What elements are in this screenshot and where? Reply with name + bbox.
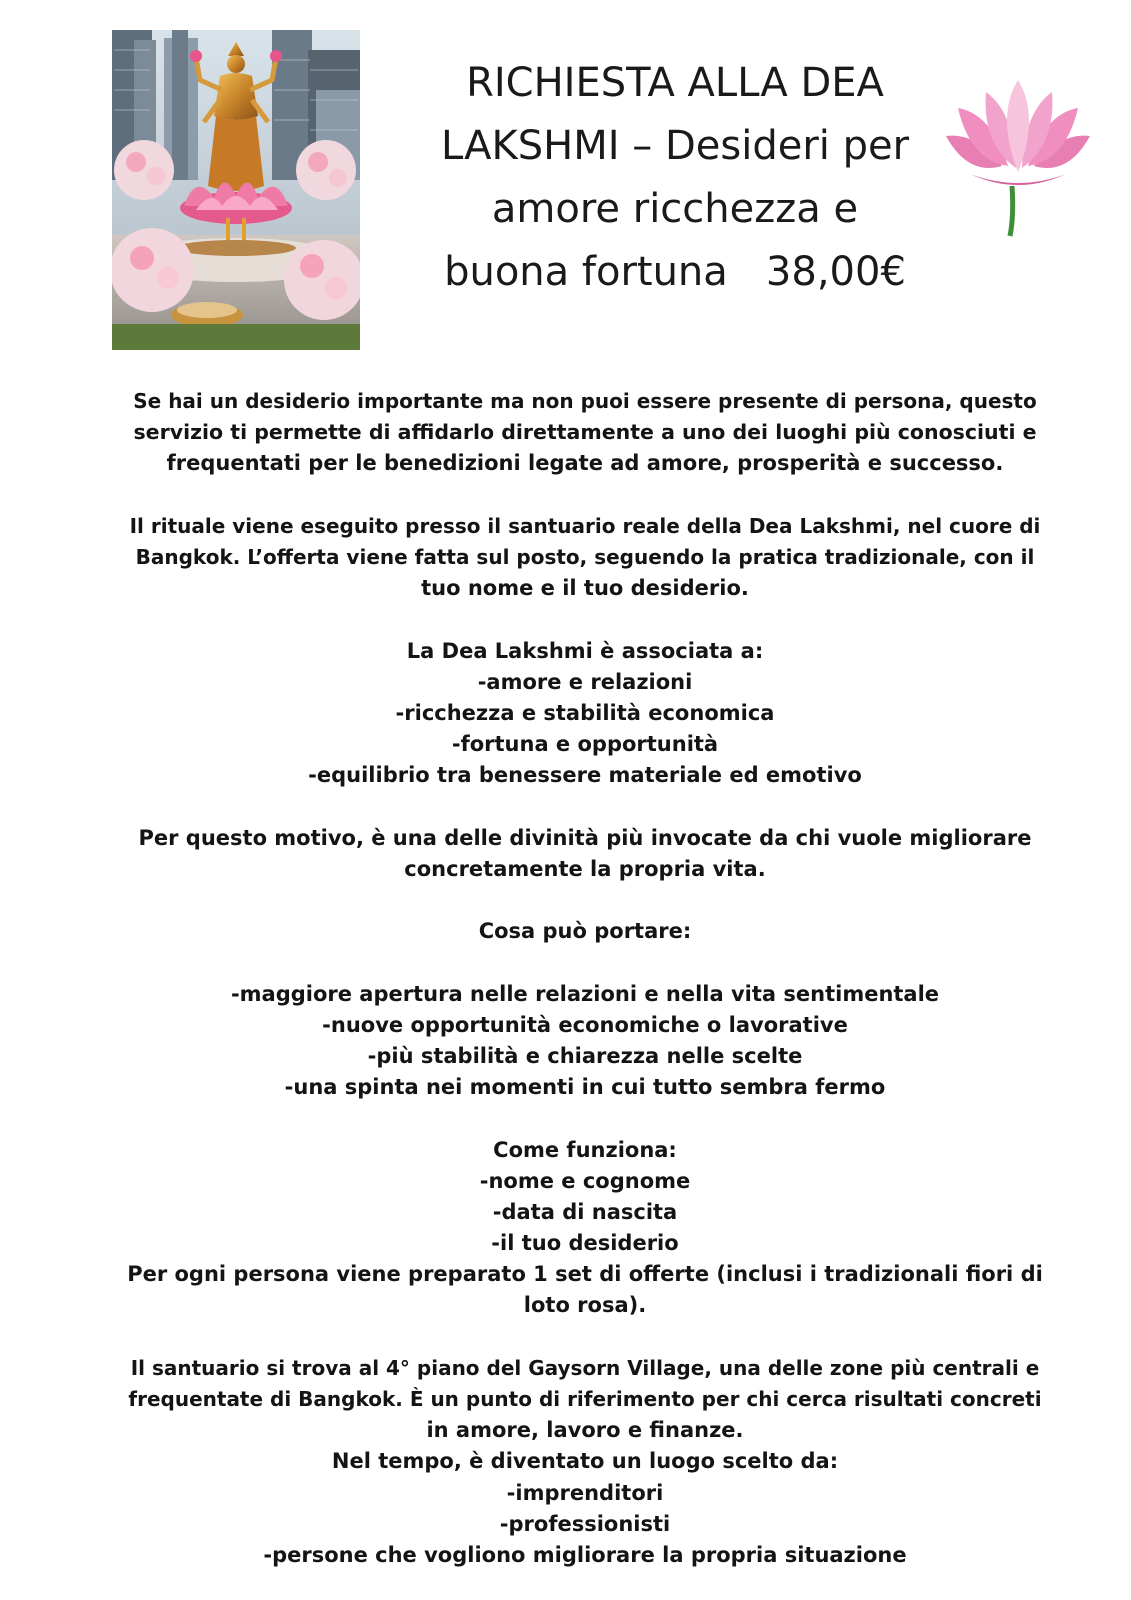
list-item: -ricchezza e stabilità economica [395, 700, 775, 725]
text-line: Il santuario si trova al 4° piano del Gaysorn Village, una delle zone più centrali e [130, 1355, 1040, 1380]
section-heading: Nel tempo, è diventato un luogo scelto da: [331, 1449, 839, 1474]
text-line: Bangkok. L’offerta viene fatta sul posto, seguendo la pratica tradizionale, con il [135, 544, 1035, 569]
page-title [400, 52, 950, 304]
lakshmi-shrine-illustration [112, 30, 360, 350]
title-line: LAKSHMI – Desideri per [440, 123, 910, 169]
list-item: -amore e relazioni [477, 669, 693, 694]
text-line: tuo nome e il tuo desiderio. [421, 576, 749, 601]
text-line: servizio ti permette di affidarlo direttamente a uno dei luoghi più conosciuti e [133, 420, 1037, 445]
description-text [125, 386, 1045, 1571]
lotus-flower-icon [940, 78, 1100, 238]
section-heading: La Dea Lakshmi è associata a: [406, 638, 764, 663]
section-heading: Come funziona: [493, 1137, 677, 1162]
text-line: in amore, lavoro e finanze. [426, 1418, 744, 1443]
blank-line [125, 604, 1045, 635]
list-item: -una spinta nei momenti in cui tutto sembra fermo [284, 1075, 886, 1100]
text-line: Se hai un desiderio importante ma non puoi essere presente di persona, questo [133, 389, 1037, 413]
list-item: -persone che vogliono migliorare la propria situazione [263, 1542, 907, 1567]
list-item: -più stabilità e chiarezza nelle scelte [367, 1043, 803, 1068]
text-line: Per questo motivo, è una delle divinità più invocate da chi vuole migliorare [138, 825, 1032, 850]
list-item: -nuove opportunità economiche o lavorative [322, 1012, 848, 1037]
list-item: -equilibrio tra benessere materiale ed emotivo [308, 763, 862, 788]
text-line: concretamente la propria vita. [404, 856, 766, 881]
blank-line [125, 885, 1045, 916]
text-line: frequentati per le benedizioni legate ad amore, prosperità e successo. [166, 451, 1004, 476]
title-line-price: buona fortuna 38,00€ [444, 249, 906, 295]
list-item: -fortuna e opportunità [451, 732, 719, 757]
title-line: amore ricchezza e [491, 186, 859, 232]
text-line: Per ogni persona viene preparato 1 set di offerte (inclusi i tradizionali fiori di [127, 1262, 1043, 1287]
section-heading: Cosa può portare: [478, 919, 692, 944]
title-line: RICHIESTA ALLA DEA [466, 60, 884, 106]
blank-line [125, 947, 1045, 978]
list-item: -data di nascita [492, 1199, 678, 1224]
list-item: -nome e cognome [479, 1168, 691, 1193]
list-item: -il tuo desiderio [491, 1231, 679, 1256]
blank-line [125, 791, 1045, 822]
blank-line [125, 1322, 1045, 1353]
list-item: -maggiore apertura nelle relazioni e nella vita sentimentale [230, 981, 940, 1006]
list-item: -professionisti [499, 1511, 671, 1536]
blank-line [125, 480, 1045, 511]
text-line: frequentate di Bangkok. È un punto di riferimento per chi cerca risultati concreti [128, 1387, 1042, 1411]
lakshmi-shrine-photo [112, 30, 360, 350]
text-line: loto rosa). [523, 1293, 647, 1318]
text-line: Il rituale viene eseguito presso il santuario reale della Dea Lakshmi, nel cuore di [129, 513, 1041, 538]
list-item: -imprenditori [506, 1480, 664, 1505]
blank-line [125, 1103, 1045, 1134]
